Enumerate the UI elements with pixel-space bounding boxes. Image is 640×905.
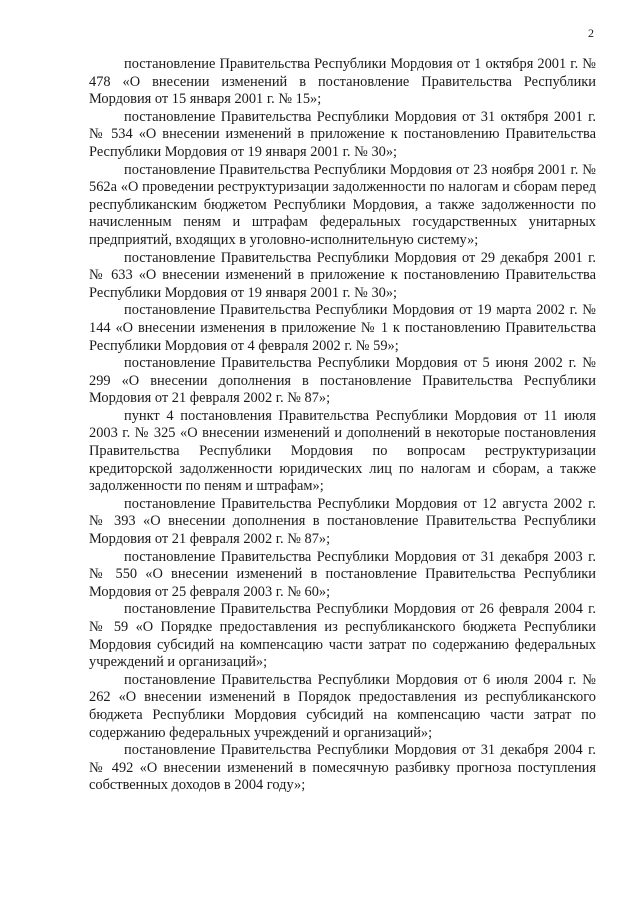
resolution-paragraph: постановление Правительства Республики Мордовия от 1 октября 2001 г. № 478 «О внесении изменений в постановление Правительства Республики Мордовия от 15 января 2001 г. № 15»; [89,56,596,108]
resolution-paragraph: пункт 4 постановления Правительства Республики Мордовия от 11 июля 2003 г. № 325 «О внесении изменений и дополнений в некоторые постановления Правительства Республики Мордовия по вопросам реструктуризации кредиторской задолженности юридических лиц по налогам и сборам, а также задолженности по пеням и штрафам»; [89,407,596,495]
resolution-paragraph: постановление Правительства Республики Мордовия от 23 ноября 2001 г. № 562а «О проведении реструктуризации задолженности по налогам и сборам перед республиканским бюджетом Республики Мордовия, а также задолженности по начисленным пеням и штрафам федеральных государственных унитарных предприятий, входящих в уголовно-исполнительную систему»; [89,161,596,248]
resolution-paragraph: постановление Правительства Республики Мордовия от 5 июня 2002 г. № 299 «О внесении дополнения в постановление Правительства Республики Мордовия от 21 февраля 2002 г. № 87»; [89,355,596,407]
resolution-paragraph: постановление Правительства Республики Мордовия от 29 декабря 2001 г. № 633 «О внесении изменений в приложение к постановлению Правительства Республики Мордовия от 19 января 2001 г. № 30»; [89,249,596,301]
resolution-paragraph: постановление Правительства Республики Мордовия от 31 декабря 2003 г. № 550 «О внесении изменений в постановление Правительства Республики Мордовия от 25 февраля 2003 г. № 60»; [89,548,596,600]
resolution-paragraph: постановление Правительства Республики Мордовия от 19 марта 2002 г. № 144 «О внесении изменения в приложение № 1 к постановлению Правительства Республики Мордовия от 4 февраля 2002 г. № 59»; [89,302,596,354]
page-number: 2 [588,26,594,40]
resolution-paragraph: постановление Правительства Республики Мордовия от 12 августа 2002 г. № 393 «О внесении дополнения в постановление Правительства Республики Мордовия от 21 февраля 2002 г. № 87»; [89,495,596,548]
resolution-paragraph: постановление Правительства Республики Мордовия от 26 февраля 2004 г. № 59 «О Порядке предоставления из республиканского бюджета Республики Мордовия субсидий на компенсацию части затрат по содержанию федеральных учреждений и организаций»; [89,601,596,671]
resolution-paragraph: постановление Правительства Республики Мордовия от 31 декабря 2004 г. № 492 «О внесении изменений в помесячную разбивку прогноза поступления собственных доходов в 2004 году»; [89,742,596,794]
document-body [89,56,596,795]
resolution-paragraph: постановление Правительства Республики Мордовия от 31 октября 2001 г. № 534 «О внесении изменений в приложение к постановлению Правительства Республики Мордовия от 19 января 2001 г. № 30»; [89,108,596,160]
resolution-paragraph: постановление Правительства Республики Мордовия от 6 июля 2004 г. № 262 «О внесении изменений в Порядок предоставления из республиканского бюджета Республики Мордовия субсидий на компенсацию части затрат по содержанию федеральных учреждений и организаций»; [89,671,596,741]
